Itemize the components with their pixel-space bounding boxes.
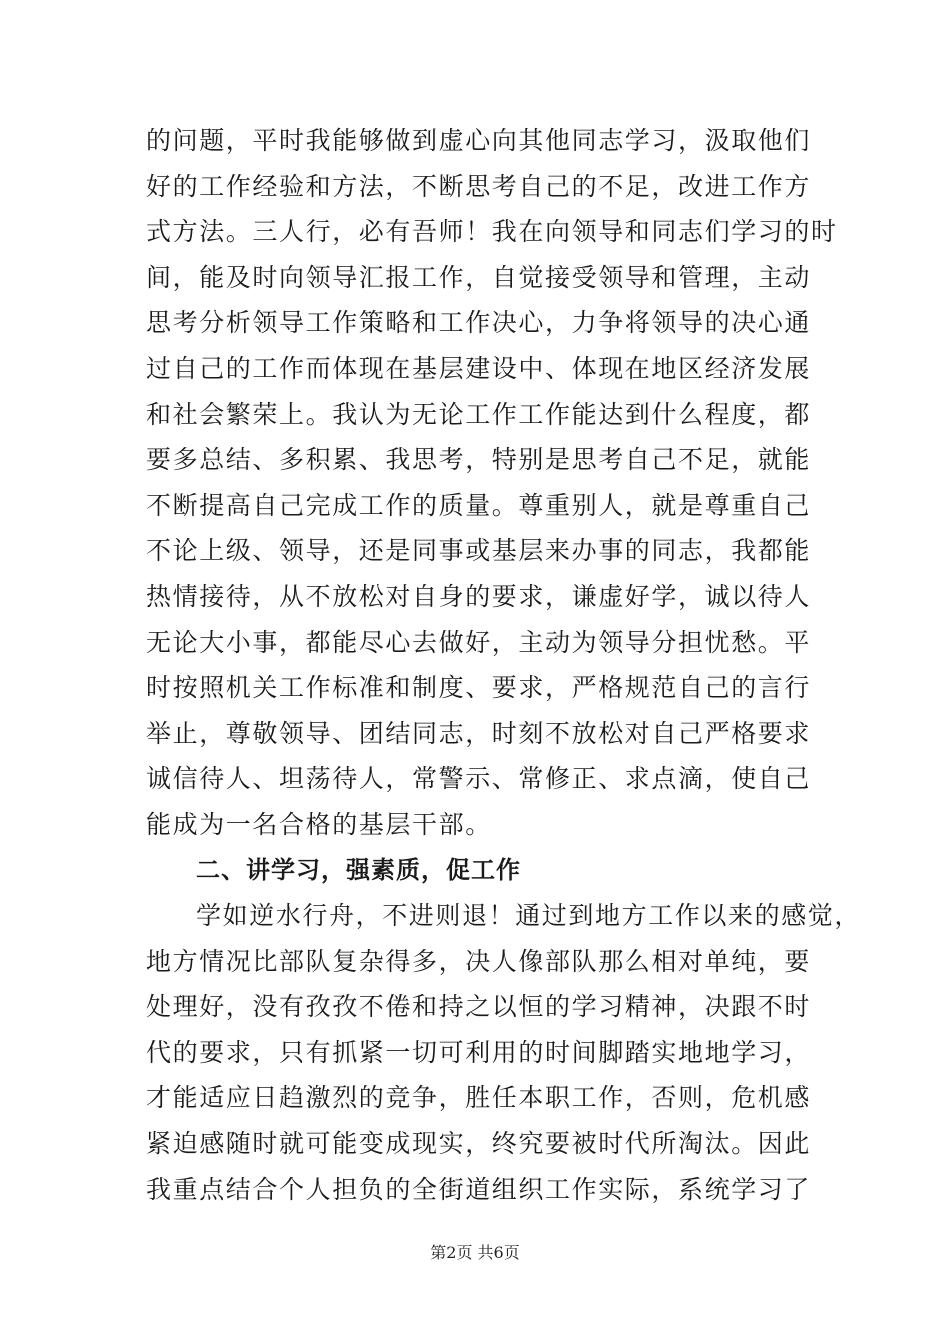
text-line: 能成为一名合格的基层干部。 xyxy=(146,809,492,839)
text-line: 要多总结、多积累、我思考，特别是思考自己不足，就能 xyxy=(146,445,812,475)
text-line: 不论上级、领导，还是同事或基层来办事的同志，我都能 xyxy=(146,536,812,566)
text-line: 不断提高自己完成工作的质量。尊重别人，就是尊重自己 xyxy=(146,490,812,520)
text-line: 的问题，平时我能够做到虚心向其他同志学习，汲取他们 xyxy=(146,126,812,155)
text-line: 式方法。三人行，必有吾师！我在向领导和同志们学习的时 xyxy=(146,217,838,247)
text-line: 间，能及时向领导汇报工作，自觉接受领导和管理，主动 xyxy=(146,262,812,292)
text-line: 思考分析领导工作策略和工作决心，力争将领导的决心通 xyxy=(146,308,812,338)
text-line: 处理好，没有孜孜不倦和持之以恒的学习精神，决跟不时 xyxy=(146,992,812,1022)
text-line: 举止，尊敬领导、团结同志，时刻不放松对自己严格要求 xyxy=(146,718,812,748)
text-line: 热情接待，从不放松对自身的要求，谦虚好学，诚以待人 xyxy=(146,581,812,611)
text-line: 好的工作经验和方法，不断思考自己的不足，改进工作方 xyxy=(146,171,812,201)
text-line: 和社会繁荣上。我认为无论工作工作能达到什么程度，都 xyxy=(146,399,812,429)
page-number: 第2页 共6页 xyxy=(430,1243,520,1262)
text-line: 时按照机关工作标准和制度、要求，严格规范自己的言行 xyxy=(146,673,812,703)
text-line: 才能适应日趋激烈的竞争，胜任本职工作，否则，危机感 xyxy=(146,1083,812,1113)
text-line: 诚信待人、坦荡待人，常警示、常修正、求点滴，使自己 xyxy=(146,764,812,794)
text-line: 无论大小事，都能尽心去做好，主动为领导分担忧愁。平 xyxy=(146,627,812,657)
section-heading: 二、讲学习，强素质，促工作 xyxy=(196,855,521,884)
text-line: 代的要求，只有抓紧一切可利用的时间脚踏实地地学习， xyxy=(146,1037,812,1067)
text-line: 我重点结合个人担负的全街道组织工作实际，系统学习了 xyxy=(146,1174,812,1204)
text-line: 地方情况比部队复杂得多，决人像部队那么相对单纯，要 xyxy=(146,946,812,976)
document-body xyxy=(146,118,862,1212)
text-line: 过自己的工作而体现在基层建设中、体现在地区经济发展 xyxy=(146,353,812,383)
text-line: 紧迫感随时就可能变成现实，终究要被时代所淘汰。因此 xyxy=(146,1129,812,1159)
text-line: 学如逆水行舟，不进则退！通过到地方工作以来的感觉， xyxy=(196,901,862,931)
